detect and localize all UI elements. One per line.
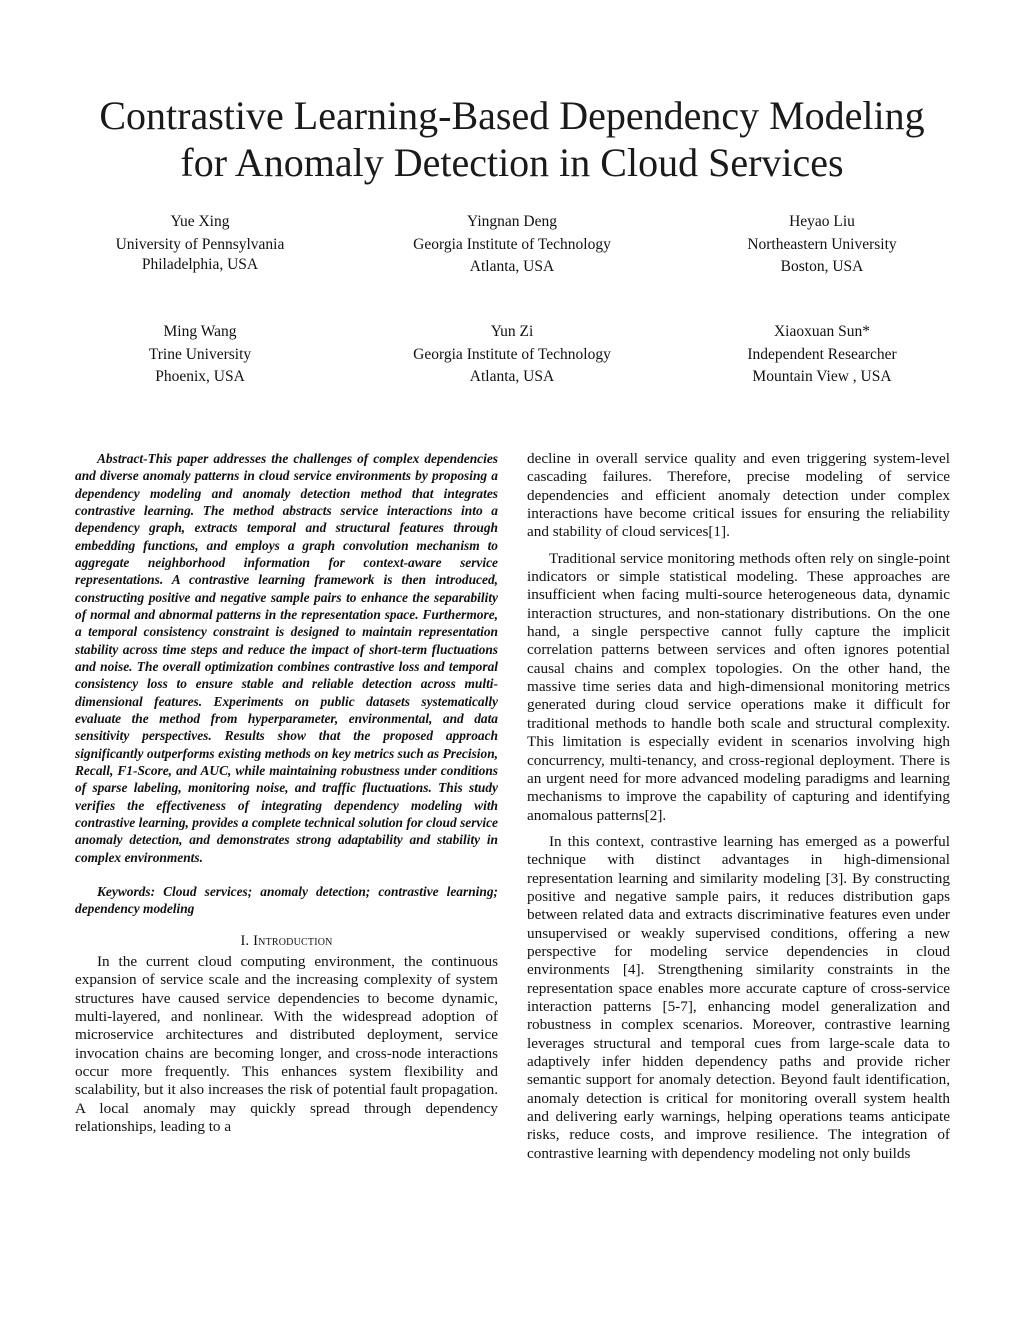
author-name: Yun Zi bbox=[490, 323, 534, 340]
author-affiliation: University of Pennsylvania bbox=[115, 235, 285, 253]
paper-title bbox=[0, 92, 1024, 186]
body-paragraph: Traditional service monitoring methods often rely on single-point indicators or simple statistical modeling. These approaches are insufficient when facing multi-source heterogeneous data, dynamic interaction structures, and non-stationary distributions. On the one hand, a single perspective cannot fully capture the implicit correlation patterns between services and often ignores potential causal chains and complex topologies. On the other hand, the massive time series data and high-dimensional monitoring metrics generated during cloud service operations make it difficult for traditional methods to handle both scale and structural complexity. This limitation is especially evident in scenarios involving high concurrency, multi-tenancy, and cross-regional deployment. There is an urgent need for more advanced modeling paradigms and learning mechanisms to improve the capability of capturing and identifying anomalous patterns[2]. bbox=[527, 549, 950, 824]
author-location: Phoenix, USA bbox=[155, 368, 245, 385]
section-heading-introduction: I. Introduction bbox=[240, 932, 333, 949]
author-name: Heyao Liu bbox=[789, 213, 855, 230]
title-line-2: for Anomaly Detection in Cloud Services bbox=[180, 140, 844, 185]
title-line-1: Contrastive Learning-Based Dependency Modeling bbox=[99, 93, 925, 138]
author-block bbox=[50, 211, 350, 277]
author-name: Ming Wang bbox=[163, 323, 237, 340]
abstract: Abstract-This paper addresses the challenges of complex dependencies and diverse anomaly patterns in cloud service environments by proposing a dependency modeling and anomaly detection method that integrates contrastive learning. The method abstracts service interactions into a dependency graph, extracts temporal and structural features through embedding functions, and employs a graph convolution mechanism to aggregate neighborhood information for context-aware service representations. A contrastive learning framework is then introduced, constructing positive and negative sample pairs to enhance the separability of normal and abnormal patterns in the representation space. Furthermore, a temporal consistency constraint is designed to maintain representation stability across time steps and reduce the impact of short-term fluctuations and noise. The overall optimization combines contrastive loss and temporal consistency loss to ensure stable and reliable detection across multi-dimensional features. Experiments on public datasets systematically evaluate the method from hyperparameter, environmental, and data sensitivity perspectives. Results show that the proposed approach significantly outperforms existing methods on key metrics such as Precision, Recall, F1-Score, and AUC, while maintaining robustness under conditions of sparse labeling, monitoring noise, and traffic fluctuations. This study verifies the effectiveness of integrating dependency modeling with contrastive learning, provides a complete technical solution for cloud service anomaly detection, and demonstrates strong adaptability and stability in complex environments. bbox=[75, 451, 498, 865]
author-location: Philadelphia, USA bbox=[141, 256, 259, 273]
body-paragraph: decline in overall service quality and even triggering system-level cascading failures. Therefore, precise modeling of service dependencies and efficient anomaly detection under complex interactions have become critical issues for ensuring the reliability and stability of cloud services[1]. bbox=[527, 450, 950, 541]
right-column bbox=[527, 450, 950, 1163]
left-column bbox=[75, 450, 498, 1136]
author-block bbox=[362, 211, 662, 279]
intro-paragraph: In the current cloud computing environment, the continuous expansion of service scale and the increasing complexity of system structures have caused service dependencies to become dynamic, multi-layered, and nonlinear. With the widespread adoption of microservice architectures and distributed deployment, service invocation chains are becoming longer, and cross-node interactions occur more frequently. This enhances system flexibility and scalability, but it also increases the risk of potential fault propagation. A local anomaly may quickly spread through dependency relationships, leading to a bbox=[75, 952, 498, 1135]
author-affiliation: Trine University bbox=[148, 345, 252, 363]
keywords: Keywords: Cloud services; anomaly detection; contrastive learning; dependency modeling bbox=[75, 883, 498, 917]
author-block bbox=[672, 211, 972, 279]
author-name: Yingnan Deng bbox=[467, 213, 557, 230]
author-location: Mountain View , USA bbox=[752, 368, 892, 385]
author-name: Yue Xing bbox=[170, 213, 230, 230]
author-location: Atlanta, USA bbox=[469, 258, 555, 275]
author-affiliation: Georgia Institute of Technology bbox=[413, 345, 611, 363]
author-location: Boston, USA bbox=[780, 258, 864, 275]
author-affiliation: Independent Researcher bbox=[747, 345, 897, 363]
author-affiliation: Georgia Institute of Technology bbox=[413, 235, 611, 253]
author-location: Atlanta, USA bbox=[469, 368, 555, 385]
body-paragraph: In this context, contrastive learning has emerged as a powerful technique with distinct advantages in high-dimensional representation learning and similarity modeling [3]. By constructing positive and negative sample pairs, it reduces distribution gaps between related data and extracts discriminative features even under unsupervised or weakly supervised conditions, offering a new perspective for modeling service dependencies in cloud environments [4]. Strengthening similarity constraints in the representation space enables more accurate capture of cross-service interaction patterns [5-7], enhancing model generalization and robustness in complex scenarios. Moreover, contrastive learning leverages structural and temporal cues from large-scale data to adaptively infer hidden dependency paths and provide richer semantic support for anomaly detection. Beyond fault identification, anomaly detection is critical for monitoring overall system health and delivering early warnings, helping operations teams anticipate risks, reduce costs, and improve resilience. The integration of contrastive learning with dependency modeling not only builds bbox=[527, 832, 950, 1162]
author-name: Xiaoxuan Sun* bbox=[773, 323, 870, 340]
author-block bbox=[362, 321, 662, 389]
author-affiliation: Northeastern University bbox=[747, 235, 897, 253]
author-block bbox=[672, 321, 972, 389]
author-block bbox=[50, 321, 350, 389]
